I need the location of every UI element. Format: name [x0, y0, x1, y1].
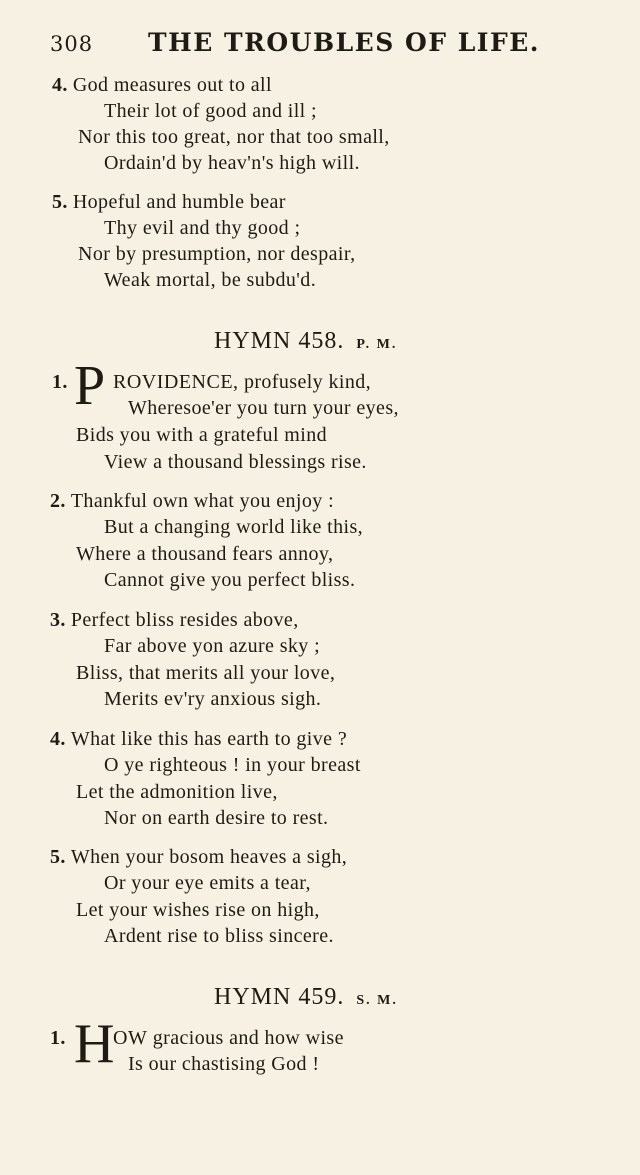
stanza-line: Bids you with a grateful mind [76, 424, 328, 446]
stanza-line: Weak mortal, be subdu'd. [104, 269, 317, 291]
stanza-line: Let your wishes rise on high, [76, 899, 320, 921]
stanza-line: Their lot of good and ill ; [104, 100, 317, 122]
hymn-title: HYMN 459. S. M. [214, 984, 398, 1010]
stanza-line: 5. When your bosom heaves a sigh, [50, 846, 348, 868]
stanza-line: Or your eye emits a tear, [104, 872, 311, 894]
stanza-number: 4. [52, 74, 68, 96]
stanza-line: Nor on earth desire to rest. [104, 807, 329, 829]
page-header [0, 28, 640, 62]
stanza-line: Cannot give you perfect bliss. [104, 569, 356, 591]
stanza-line: Where a thousand fears annoy, [76, 543, 334, 565]
stanza-line: 2. Thankful own what you enjoy : [50, 490, 335, 512]
stanza-line: But a changing world like this, [104, 516, 364, 538]
stanza-number: 4. [50, 728, 66, 750]
stanza-number: 2. [50, 490, 66, 512]
stanza-line: Bliss, that merits all your love, [76, 662, 336, 684]
hymn-title: HYMN 458. P. M. [214, 328, 398, 354]
stanza-line: Is our chastising God ! [128, 1053, 320, 1075]
drop-cap: H [74, 1013, 115, 1075]
stanza-line: Merits ev'ry anxious sigh. [104, 688, 322, 710]
stanza-line: O ye righteous ! in your breast [104, 754, 361, 776]
stanza-number: 1. [50, 1027, 66, 1049]
stanza-line: Far above yon azure sky ; [104, 635, 321, 657]
stanza-line: 4. What like this has earth to give ? [50, 728, 348, 750]
stanza-number: 1. [52, 371, 68, 393]
stanza-line: 3. Perfect bliss resides above, [50, 609, 299, 631]
hymn-meter: S. M. [356, 993, 398, 1008]
stanza-number: 5. [50, 846, 66, 868]
stanza-line: ROVIDENCE, profusely kind, [113, 371, 372, 393]
hymn-meter: P. M. [356, 337, 398, 352]
stanza-line: View a thousand blessings rise. [104, 451, 367, 473]
stanza-line: 5. Hopeful and humble bear [52, 191, 286, 213]
stanza-line: OW gracious and how wise [113, 1027, 344, 1049]
stanza-line: Nor this too great, nor that too small, [78, 126, 390, 148]
stanza-line: Wheresoe'er you turn your eyes, [128, 397, 399, 419]
stanza-line: Thy evil and thy good ; [104, 217, 301, 239]
stanza-line: 4. God measures out to all [52, 74, 272, 96]
running-head: THE TROUBLES OF LIFE. [148, 28, 540, 57]
stanza-line: Let the admonition live, [76, 781, 278, 803]
drop-cap: P [74, 355, 106, 417]
stanza-number: 5. [52, 191, 68, 213]
stanza-line: Nor by presumption, nor despair, [78, 243, 356, 265]
stanza-line: Ordain'd by heav'n's high will. [104, 152, 360, 174]
stanza-line: Ardent rise to bliss sincere. [104, 925, 334, 947]
page-number: 308 [50, 32, 94, 56]
stanza-number: 3. [50, 609, 66, 631]
